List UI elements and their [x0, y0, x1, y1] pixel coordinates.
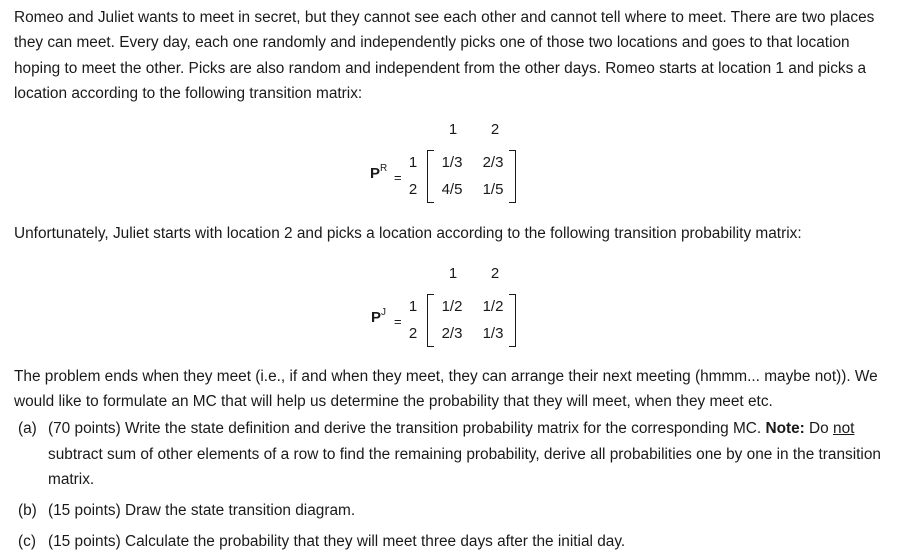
romeo-cell-1-1: 1/3 [441, 154, 463, 171]
romeo-row-header-2: 2 [408, 181, 418, 198]
juliet-cell-2-2: 1/3 [482, 325, 504, 342]
romeo-col-header-1: 1 [448, 121, 458, 138]
romeo-left-bracket [427, 150, 434, 203]
intro-paragraph: Romeo and Juliet wants to meet in secret, but they cannot see each other and cannot tell where to meet. There are two places they can meet. Every day, each one randomly and independently picks one of those two locations and goes to that location hoping to meet the other. Picks are also random and independent from the other days. Romeo starts at location 1 and picks a location according to the following transition matrix: [14, 9, 875, 102]
juliet-matrix-label: $P^J$ [371, 307, 387, 326]
juliet-equals-sign: = [394, 314, 402, 329]
part-a-note-label: Note: [765, 420, 805, 437]
juliet-cell-1-1: 1/2 [441, 298, 463, 315]
part-c [18, 529, 888, 555]
romeo-cell-1-2: 2/3 [482, 154, 504, 171]
romeo-col-header-2: 2 [490, 121, 500, 138]
part-a-text: (70 points) Write the state definition and derive the transition probability matrix for the corresponding MC. Note: Do not subtract sum of other elements of a row to find the remaining probability, derive all probabilities one by one in the transition matrix. [48, 420, 881, 488]
part-a [18, 416, 888, 493]
romeo-cell-2-1: 4/5 [441, 181, 463, 198]
romeo-equals-sign: = [394, 170, 402, 185]
juliet-cell-1-2: 1/2 [482, 298, 504, 315]
part-b [18, 498, 888, 524]
juliet-row-header-2: 2 [408, 325, 418, 342]
part-a-label: (a) [18, 420, 37, 437]
juliet-left-bracket [427, 294, 434, 347]
juliet-intro-paragraph: Unfortunately, Juliet starts with location 2 and picks a location according to the following transition probability matrix: [14, 225, 802, 242]
part-c-text: (15 points) Calculate the probability that they will meet three days after the initial day. [48, 533, 626, 550]
juliet-row-header-1: 1 [408, 298, 418, 315]
part-a-underlined-not: not [833, 420, 855, 437]
juliet-col-header-1: 1 [448, 265, 458, 282]
part-b-text: (15 points) Draw the state transition diagram. [48, 502, 356, 519]
romeo-cell-2-2: 1/5 [482, 181, 504, 198]
part-b-label: (b) [18, 502, 37, 519]
part-c-label: (c) [18, 533, 36, 550]
romeo-row-header-1: 1 [408, 154, 418, 171]
romeo-matrix-label: $P^R$ [370, 163, 388, 182]
problem-end-paragraph: The problem ends when they meet (i.e., if and when they meet, they can arrange their next meeting (hmmm... maybe not)). We would like to formulate an MC that will help us determine the probability that they will meet, when they meet etc. [14, 368, 878, 411]
juliet-cell-2-1: 2/3 [441, 325, 463, 342]
juliet-col-header-2: 2 [490, 265, 500, 282]
